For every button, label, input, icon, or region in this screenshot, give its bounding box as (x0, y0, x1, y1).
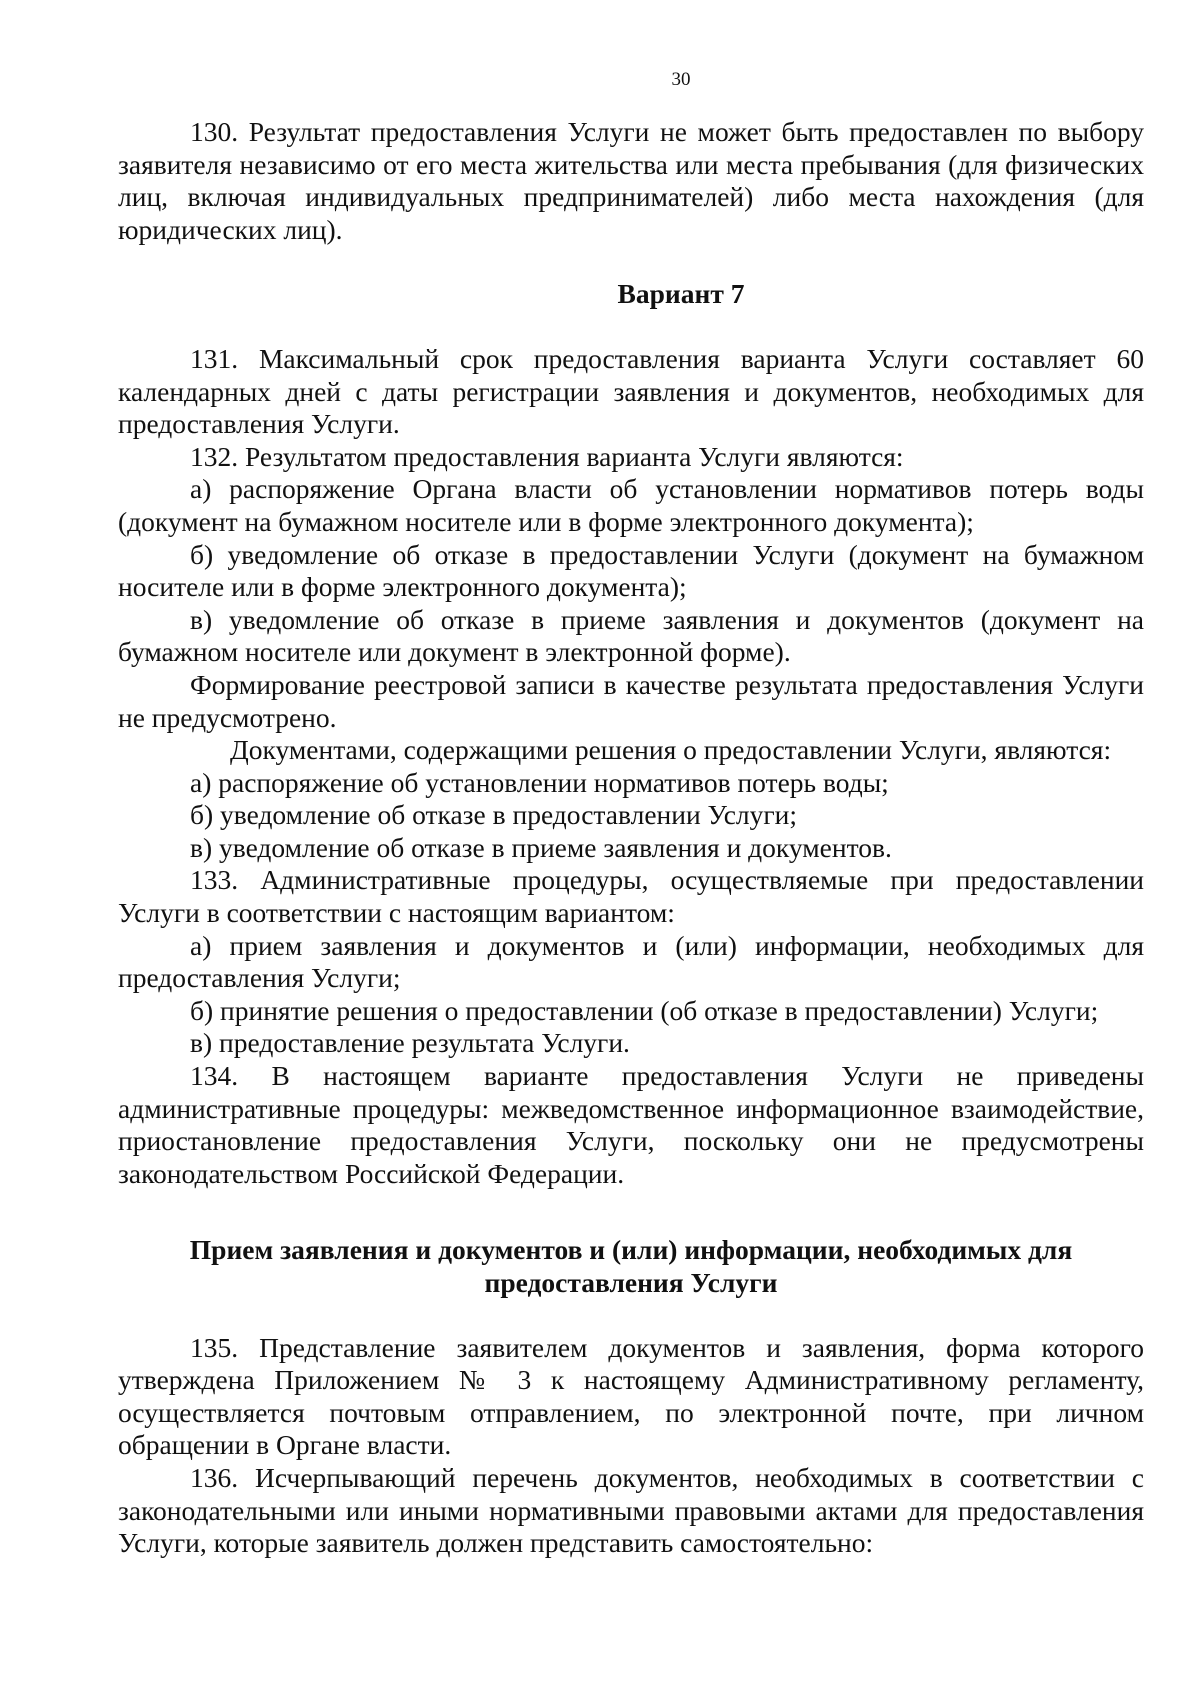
paragraph-130: 130. Результат предоставления Услуги не может быть предоставлен по выбору заявителя независимо от его места жительства или места пребывания (для физических лиц, включая индивидуальных предпринимателей) либо места нахождения (для юридических лиц). (118, 116, 1144, 245)
paragraph-decision-documents: Документами, содержащими решения о предоставлении Услуги, являются: (230, 734, 1112, 766)
heading-variant-7: Вариант 7 (617, 278, 745, 310)
paragraph-135: 135. Представление заявителем документов и заявления, форма которого утверждена Приложением № 3 к настоящему Административному регламенту, осуществляется почтовым отправлением, по электронной почте, при личном обращении в Органе власти. (118, 1331, 1144, 1461)
paragraph-131: 131. Максимальный срок предоставления варианта Услуги составляет 60 календарных дней с даты регистрации заявления и документов, необходимых для предоставления Услуги. (118, 342, 1144, 440)
paragraph-133: 133. Административные процедуры, осуществляемые при предоставлении Услуги в соответствии с настоящим вариантом: (118, 864, 1144, 929)
paragraph-133-b: б) принятие решения о предоставлении (об отказе в предоставлении) Услуги; (190, 994, 1099, 1026)
document-page (118, 68, 1144, 1560)
paragraph-decision-a: а) распоряжение об установлении нормативов потерь воды; (190, 766, 889, 798)
paragraph-132-a: а) распоряжение Органа власти об установлении нормативов потерь воды (документ на бумажном носителе или в форме электронного документа); (118, 473, 1144, 537)
paragraph-133-v: в) предоставление результата Услуги. (190, 1027, 630, 1059)
page-number: 30 (671, 69, 691, 90)
paragraph-decision-b: б) уведомление об отказе в предоставлении Услуги; (190, 799, 798, 831)
paragraph-134: 134. В настоящем варианте предоставления Услуги не приведены административные процедуры: межведомственное информационное взаимодействие, приостановление предоставления Услуги, поскольку они не предусмотрены законодательством Российской Федерации. (118, 1060, 1144, 1189)
paragraph-decision-v: в) уведомление об отказе в приеме заявления и документов. (190, 831, 892, 863)
paragraph-132-v: в) уведомление об отказе в приеме заявления и документов (документ на бумажном носителе или документ в электронной форме). (118, 603, 1144, 668)
paragraph-registry-record: Формирование реестровой записи в качестве результата предоставления Услуги не предусмотрено. (118, 668, 1144, 733)
paragraph-133-a: а) прием заявления и документов и (или) информации, необходимых для предоставления Услуги; (118, 929, 1144, 994)
paragraph-132-b: б) уведомление об отказе в предоставлении Услуги (документ на бумажном носителе или в форме электронного документа); (118, 538, 1144, 603)
paragraph-136: 136. Исчерпывающий перечень документов, необходимых в соответствии с законодательными или иными нормативными правовыми актами для предоставления Услуги, которые заявитель должен представить самостоятельно: (118, 1461, 1144, 1559)
paragraph-132: 132. Результатом предоставления варианта Услуги являются: (190, 440, 904, 472)
heading-reception: Прием заявления и документов и (или) информации, необходимых для предоставления Услуги (189, 1234, 1073, 1298)
